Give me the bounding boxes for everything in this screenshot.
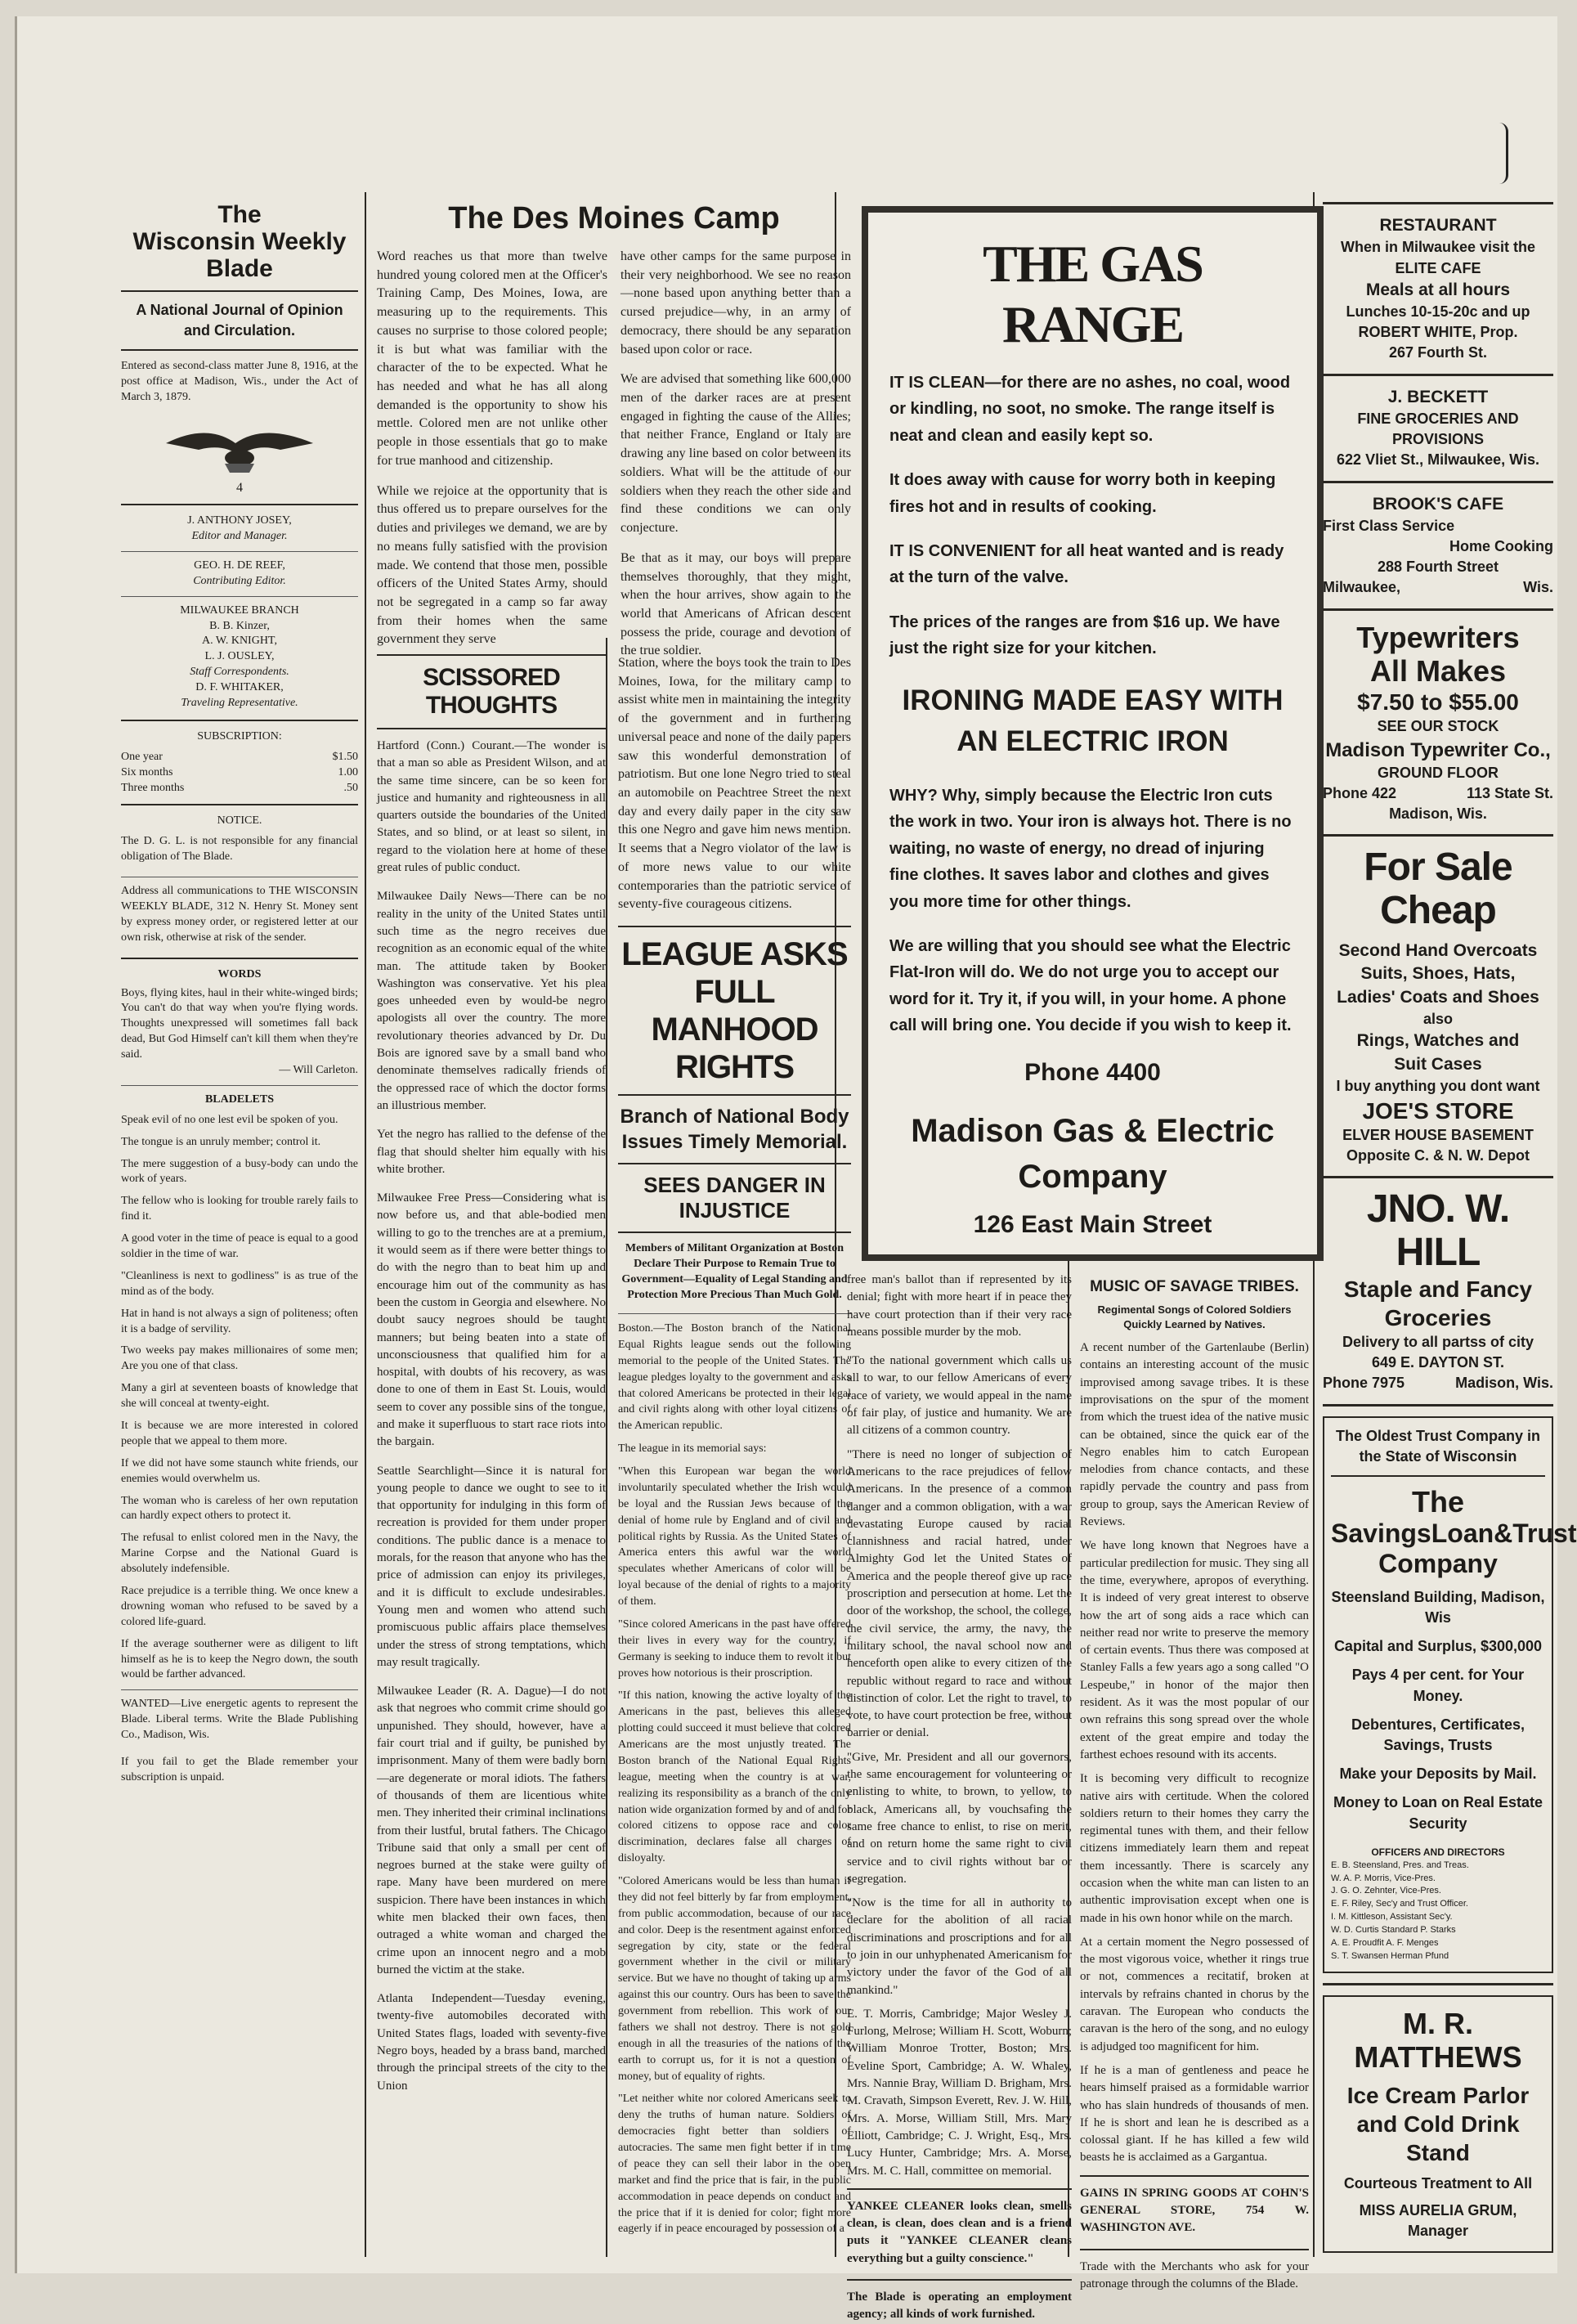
league-paragraph: The league in its memorial says: — [618, 1442, 767, 1456]
bladelet-item: Race prejudice is a terrible thing. We once knew a drowning woman who refused to be saved by a colored life-guard. — [121, 1585, 358, 1628]
gas-range-ad — [862, 206, 1324, 1261]
restaurant-line: Meals at all hours — [1365, 280, 1511, 299]
bank-line: Debentures, Certificates, Savings, Trusts — [1351, 1716, 1525, 1754]
music-paragraph: At a certain moment the Negro possessed of the most vigorous voice, whether it rings true or not, commences a recitatif, broken at intervals by refrains chanted in chorus by the caravan. The European who conducts the caravan is the hero of the song, and no eulogy is adjudged too magnificent for him. — [1080, 1935, 1309, 2053]
wanted-notice: WANTED—Live energetic agents to represent the Blade. Liberal terms. Write the Blade Publishing Co., Madison, Wis. — [121, 1698, 358, 1742]
hill-address: 649 E. DAYTON ST. — [1371, 1354, 1505, 1371]
beckett-name: J. BECKETT — [1387, 387, 1489, 406]
for-sale-line: also — [1422, 1010, 1454, 1027]
yankee-notice: YANKEE CLEANER looks clean, smells clean, is clean, does clean and is a friend puts it "YANKEE CLEANER cleans everything but a guilty conscience." — [847, 2199, 1072, 2265]
scissored-item: Hartford (Conn.) Courant.—The wonder is that a man so able as President Wilson, and at the same time sincere, can be so keen for justice and humanity and righteousness in all quarters outside the boundaries of the United States, and so blind, or at least so silent, in regard to the violation here at home of these great rules of public conduct. — [377, 739, 606, 875]
restaurant-line: ROBERT WHITE, Prop. — [1358, 324, 1518, 341]
league-subdeck: Members of Militant Organization at Boston Declare Their Purpose to Remain True to Government—Equality of Legal Standing and Protection More Precious Than Much Gold. — [621, 1242, 848, 1302]
memorial-paragraph: "Give, Mr. President and all our governors, the same encouragement for volunteering or enlisting to white, to brown, to yellow, to black, Americans all, by vouchsafing the same free chance to enlist, to rise on merit, and on return home the same right to civil service and to civil rights without bar or segregation. — [847, 1750, 1072, 1886]
hill-grocery-ad — [1323, 1188, 1553, 1393]
trade-notice: Trade with the Merchants who ask for your patronage through the columns of the Blade. — [1080, 2259, 1309, 2290]
hill-contact: Phone 7975 Madison, Wis. — [1323, 1375, 1553, 1392]
words-poem: Boys, flying kites, haul in their white-winged birds; You can't do that way when you're flying words. Thoughts unexpressed will sometimes fall back dead, But God Himself can't kill them when they're said. — [121, 986, 358, 1061]
branch-role: Staff Correspondents. — [190, 666, 289, 679]
subscription-row: One year $1.50 — [121, 750, 358, 763]
league-column — [618, 654, 851, 2273]
bladelet-item: Many a girl at seventeen boasts of knowledge that she will conceal at twenty-eight. — [121, 1382, 358, 1411]
bladelet-item: If the average southerner were as diligent to lift himself as he is to keep the Negro down, the south would be farther advanced. — [121, 1637, 358, 1681]
beckett-line: FINE GROCERIES AND PROVISIONS — [1357, 410, 1519, 448]
league-deck-2: SEES DANGER IN INJUSTICE — [643, 1173, 826, 1223]
gains-notice: GAINS IN SPRING GOODS AT COHN'S GENERAL STORE, 754 W. WASHINGTON AVE. — [1080, 2186, 1309, 2235]
for-sale-line: Suits, Shoes, Hats, — [1360, 964, 1516, 984]
memorial-paragraph: free man's ballot than if represented by its denial; fight with more heart if in peace they have court protection than if their very race means possible murder by the mob. — [847, 1273, 1072, 1339]
gas-ad-company: Madison Gas & Electric Company — [911, 1112, 1275, 1195]
league-paragraph: "When this European war began the world involuntarily speculated whether the Irish would be loyal and the Russian Jews because of the denial of home rule by England and of civil and political rights by Russia. As the United States of America enters this awful war the world speculates whether Americans of color will be loyal because of the denial of rights to a majority of them. — [618, 1465, 851, 1608]
bladelet-item: The woman who is careless of her own reputation can hardly expect others to protect it. — [121, 1494, 358, 1523]
typewriter-city: Madison, Wis. — [1389, 805, 1487, 823]
eagle-emblem-icon — [158, 419, 321, 476]
matthews-line: Ice Cream Parlor — [1346, 2082, 1530, 2108]
masthead-title: Wisconsin Weekly Blade — [132, 228, 347, 282]
typewriter-contact: Phone 422 113 State St. — [1323, 784, 1553, 801]
bladelet-item: The refusal to enlist colored men in the Navy, the Marine Corpse and the National Guard is absolutely indefensible. — [121, 1532, 358, 1576]
remember-notice: If you fail to get the Blade remember your subscription is unpaid. — [121, 1756, 358, 1783]
music-body — [1080, 1339, 1309, 2167]
bank-line: Capital and Surplus, $300,000 — [1333, 1638, 1543, 1655]
editor-name: J. ANTHONY JOSEY, — [187, 514, 292, 527]
bank-name: SavingsLoan&Trust Company — [1331, 1519, 1577, 1579]
matthews-line: Courteous Treatment to All — [1343, 2174, 1533, 2192]
column-rule — [606, 638, 607, 2257]
memorial-paragraph: "Now is the time for all in authority to declare for the abolition of all racial discriminations and proscriptions and for all to join in our unhyphenated Americanism for victory under the favor of the God of all mankind." — [847, 1896, 1072, 1997]
matthews-name: M. R. MATTHEWS — [1354, 2007, 1522, 2075]
bladelet-item: "Cleanliness is next to godliness" is as true of the mind as of the body. — [121, 1269, 358, 1298]
camp-paragraph: have other camps for the same purpose in their very neighborhood. We see no reason—none based upon anything better than a cursed prejudice—why, in an army of democracy, there should be any separation based upon color or race. — [620, 249, 851, 357]
music-paragraph: It is becoming very difficult to recognize native airs with certitude. When the colored soldiers return to their homes they carry the regimental tunes with them, and their fellow citizens immediately learn them and repeat them incessantly. There is scarcely any occasion when the white man can listen to an authentic improvisation except when one is made in his own honor while on the march. — [1080, 1772, 1309, 1925]
restaurant-line: Lunches 10-15-20c and up — [1346, 303, 1530, 321]
typewriter-company: Madison Typewriter Co., — [1325, 738, 1551, 761]
brooks-line: First Class Service — [1323, 517, 1455, 534]
masthead-column — [121, 196, 358, 1797]
restaurant-title: RESTAURANT — [1379, 216, 1497, 235]
beckett-address: 622 Vliet St., Milwaukee, Wis. — [1337, 451, 1539, 469]
scissored-items — [377, 738, 606, 2095]
bank-line: Money to Loan on Real Estate Security — [1333, 1794, 1543, 1832]
bladelet-item: It is because we are more interested in colored people that we appeal to them more. — [121, 1420, 358, 1447]
bank-the: The — [1411, 1484, 1464, 1519]
memorial-list — [847, 1353, 1072, 2180]
scissored-item: Milwaukee Leader (R. A. Dague)—I do not ask that negroes who commit crime should go unpunished. They should, however, have a fair court trial and if guilty, be punished by imprisonment. Many of them were badly born—are degenerate or moral idiots. The fathers of thousands of them are licentious white men. They inherited their criminal inclinations from their lustful, brutal fathers. The Chicago Tribune said that only a small per cent of negroes burned at the stake were guilty of rape. Many have been murdered on mere suspicion. There have been instances in which white men blacked their own faces, then outraged a white woman and charged the crime upon an innocent negro and a mob burned the victim at the stake. — [377, 1685, 606, 1976]
officer-line: J. G. O. Zehnter, Vice-Pres. — [1331, 1886, 1441, 1896]
page-curl-mark — [1499, 123, 1508, 184]
officers-list — [1331, 1860, 1545, 1964]
gas-ad-paragraph: We are willing that you should see what the Electric Flat-Iron will do. We do not urge you to accept our word for it. Try it, if you will, in your home. A phone call will bring one. You decide if you wish to keep it. — [889, 936, 1292, 1035]
restaurant-line: 267 Fourth St. — [1388, 344, 1487, 361]
league-paragraph: "If this nation, knowing the active loyalty of the Americans in the past, believes this alleged plotting could succeed it must believe that colored Americans are the most unjustly treated. The Boston branch of the National Equal Rights league, meeting when the country is at war, realizing its responsibility as a branch of the only nation wide organization formed by and of and for colored citizens to oppose race and color discrimination, declares false all charges of disloyalty. — [618, 1689, 851, 1865]
league-paragraph: "Since colored Americans in the past have offered their lives in every way for the country, if Germany is seeking to induce them to revolt it but proves how notorious is their proscription. — [618, 1617, 851, 1680]
scissored-headline: SCISSORED THOUGHTS — [423, 664, 560, 719]
for-sale-line: Ladies' Coats and Shoes — [1337, 987, 1539, 1007]
typewriter-title-2: All Makes — [1369, 654, 1507, 689]
bladelet-item: If we did not have some staunch white friends, our enemies would overwhelm us. — [121, 1456, 358, 1485]
employment-notice: The Blade is operating an employment agency; all kinds of work furnished. — [847, 2290, 1072, 2322]
hill-line: Groceries — [1384, 1305, 1492, 1330]
masthead-the: The — [217, 201, 262, 228]
entry-notice: Entered as second-class matter June 8, 1916, at the post office at Madison, Wis., under the Act of March 3, 1879. — [121, 360, 358, 404]
gas-ad-address: 126 East Main Street — [973, 1210, 1212, 1238]
for-sale-line: Opposite C. & N. W. Depot — [1346, 1147, 1530, 1164]
gas-ad-phone: Phone 4400 — [1024, 1058, 1161, 1086]
subscription-title: SUBSCRIPTION: — [197, 729, 282, 743]
typewriter-line: GROUND FLOOR — [1378, 764, 1499, 781]
for-sale-line: Second Hand Overcoats — [1338, 940, 1538, 960]
camp-paragraph: Be that as it may, our boys will prepare themselves thoroughly, that they might, when the hour arrives, show again to the world that Americans of African descent possess the pride, courage and devotion of the true soldier. — [620, 550, 851, 658]
gas-ad-paragraph: It does away with cause for worry both in keeping fires hot and in results of cooking. — [889, 471, 1276, 516]
for-sale-line: ELVER HOUSE BASEMENT — [1342, 1127, 1534, 1144]
bladelet-item: A good voter in the time of peace is equal to a good soldier in the time of war. — [121, 1232, 358, 1260]
scissored-item: Atlanta Independent—Tuesday evening, twenty-five automobiles decorated with United States flags, loaded with seventy-five Negro boys, headed by a brass band, marched through the principal streets of the city to the Union — [377, 1992, 606, 2093]
brooks-address: 288 Fourth Street — [1377, 559, 1499, 576]
branch-name: B. B. Kinzer, — [209, 619, 270, 632]
gas-ad-title: THE GAS RANGE — [983, 235, 1203, 353]
scissored-item: Milwaukee Free Press—Considering what is now before us, and that able-bodied men willing to go to the trenches are at a premium, it would seem as if there were better things to do with the negro than to beat him up and encourage him out of the community as has been the custom in Georgia and elsewhere. No doubt saucy negroes should be taught manners; but being beaten into a state of unconsciousness that qualified him for a hospital, with doubts of his recovery, as was done to one of them in East St. Louis, would seem to cover any possible sins of the tongue, and make it superfluous to start race riots into the bargain. — [377, 1191, 606, 1449]
memorial-continued-column — [847, 1272, 1072, 2322]
music-paragraph: If he is a man of gentleness and peace he hears himself praised as a formidable warrior who has slain hundreds of thousands of men. If he is short and lean he is described as a colossal giant. If he has killed a few wild beasts he is acclaimed as a Gargantua. — [1080, 2063, 1309, 2165]
address-notice: Address all communications to THE WISCONSIN WEEKLY BLADE, 312 N. Henry St. Money sent by express money order, or registered letter at our own risk, otherwise at risk of the sender. — [121, 885, 358, 944]
camp-paragraph: We are advised that something like 600,000 men of the darker races are at present engaged in fighting the cause of the Allies; that neither France, England or Italy are drawing any line based on color between its soldiers. What will be the attitude of our soldiers when they reach the other side and find these conditions we can only conjecture. — [620, 372, 851, 536]
newspaper-page — [15, 16, 1577, 2322]
camp-body — [377, 248, 851, 672]
bank-line: Pays 4 per cent. for Your Money. — [1351, 1667, 1525, 1704]
memorial-paragraph: "There is need no longer of subjection of Americans to the race prejudices of fellow Americans. In the presence of a common danger and a common obligation, with a war devastating Europe caused by racial clannishness and racial hatred, under Almighty God let the United States of America and the people thereof give up race proscription and persecution at home. Let the door of the workshop, the school, the college, the civil service, the army, the navy, the military school, the naval school now and henceforth open alike to every citizen of the republic without regard to race and without distinction of color. Let the right to travel, to vote, to have court protection be free, without barrier or denial. — [847, 1447, 1072, 1740]
for-sale-title: For Sale Cheap — [1364, 846, 1512, 933]
scissored-item: Yet the negro has rallied to the defense of the flag that should shelter him equally with his white brother. — [377, 1128, 606, 1176]
page-number: 4 — [236, 481, 243, 496]
league-headline: LEAGUE ASKS FULL MANHOOD RIGHTS — [621, 936, 848, 1086]
memorial-paragraph: "To the national government which calls us all to war, to our fellow Americans of every race of variety, we would appeal in the name of fair play, of justice and humanity. We are all citizens of a common country. — [847, 1354, 1072, 1438]
league-paragraph: "Colored Americans would be less than human if they did not feel bitterly by far from employment, from public accommodation, because of our race and color. Deep is the resentment against enforced segregation by city, state or the federal government whether in the civil or military service. But we have no thought of taking up arms against this our country. Ours has been to save the government from rebellion. This work of our fathers we shall not destroy. There is not gold enough in all the treasuries of the nations of the earth to corrupt us, for it is not a question of money, but of equality of rights. — [618, 1875, 851, 2083]
tagline: A National Journal of Opinion and Circulation. — [136, 302, 343, 339]
typewriter-ad — [1323, 621, 1553, 825]
words-author: — Will Carleton. — [279, 1063, 358, 1076]
bladelet-item: Hat in hand is not always a sign of politeness; often it is a badge of servility. — [121, 1307, 358, 1335]
restaurant-name: ELITE CAFE — [1395, 259, 1481, 276]
gas-ad-paragraph: IT IS CONVENIENT for all heat wanted and is ready at the turn of the valve. — [889, 541, 1284, 587]
gas-ad-paragraph: WHY? Why, simply because the Electric Iron cuts the work in two. Your iron is always hot. There is no waiting, no waste of energy, no dread of injuring fine clothes. It saves labor and clothes and gives you more time for other things. — [889, 787, 1292, 911]
officer-line: I. M. Kittleson, Assistant Sec'y. — [1331, 1912, 1453, 1922]
hill-name: JNO. W. HILL — [1366, 1187, 1510, 1275]
subscription-row: Three months .50 — [121, 781, 358, 794]
hill-line: Delivery to all partss of city — [1342, 1334, 1534, 1350]
notice-text: The D. G. L. is not responsible for any financial obligation of The Blade. — [121, 835, 358, 864]
branch-name: L. J. OUSLEY, — [204, 650, 275, 663]
league-deck: Branch of National Body Issues Timely Memorial. — [620, 1106, 849, 1154]
bladelets-title: BLADELETS — [204, 1092, 275, 1106]
brooks-cafe-ad — [1323, 493, 1553, 599]
subscription-row: Six months 1.00 — [121, 765, 358, 778]
ads-column — [1323, 192, 1577, 2253]
officer-line: W. D. Curtis Standard P. Starks — [1331, 1925, 1456, 1936]
officer-line: S. T. Swansen Herman Pfund — [1331, 1951, 1449, 1962]
league-paragraph: Boston.—The Boston branch of the National Equal Rights league sends out the following memorial to the people of the United States. The league pledges loyalty to the government and asks that colored Americans be protected in their legal and civil rights along with other loyal citizens of the American republic. — [618, 1322, 851, 1433]
brooks-city: Milwaukee, Wis. — [1323, 579, 1553, 596]
words-title: WORDS — [217, 967, 262, 980]
restaurant-ad — [1323, 214, 1553, 364]
hill-line: Staple and Fancy — [1343, 1276, 1533, 1302]
contrib-name: GEO. H. DE REEF, — [194, 559, 285, 572]
memorial-paragraph: E. T. Morris, Cambridge; Major Wesley J. Furlong, Melrose; William H. Scott, Woburn; William Monroe Trotter, Boston; Mrs. Eveline Sport, Cambridge; A. W. Whaley, Mrs. Nannie Bray, William D. Brigham, Mrs. M. Cravath, Simpson Everett, Rev. J. W. Hill, Mrs. A. Morse, William Still, Mrs. Mary Elliott, Cambridge; C. J. Wright, Esq., Mrs. Lucy Hunter, Cambridge; Mrs. A. Morse, Mrs. M. C. Hall, committee on memorial. — [847, 2007, 1072, 2178]
officers-title: OFFICERS AND DIRECTORS — [1371, 1846, 1505, 1858]
joes-store-name: JOE'S STORE — [1362, 1098, 1514, 1124]
officer-line: A. E. Proudfit A. F. Menges — [1331, 1938, 1439, 1949]
traveler-role: Traveling Representative. — [181, 696, 298, 709]
typewriter-line: SEE OUR STOCK — [1377, 718, 1499, 735]
bladelet-item: The tongue is an unruly member; control it. — [121, 1135, 321, 1148]
brooks-line: Home Cooking — [1449, 538, 1553, 555]
column-rule — [365, 192, 366, 2257]
bank-line: Steensland Building, Madison, Wis — [1331, 1588, 1545, 1626]
beckett-ad — [1323, 386, 1553, 471]
for-sale-line: Suit Cases — [1394, 1054, 1482, 1074]
bladelet-item: Two weeks pay makes millionaires of some men; Are you one of that class. — [121, 1344, 358, 1373]
traveler-name: D. F. WHITAKER, — [195, 681, 284, 694]
restaurant-line: When in Milwaukee visit the — [1340, 239, 1536, 256]
contrib-role: Contributing Editor. — [193, 574, 286, 587]
bank-top: The Oldest Trust Company in the State of Wisconsin — [1335, 1427, 1541, 1465]
gas-ad-paragraph: IT IS CLEAN—for there are no ashes, no coal, wood or kindling, no soot, no smoke. The range itself is neat and clean and easily kept so. — [889, 374, 1291, 445]
matthews-ad — [1323, 1995, 1553, 2253]
bladelet-item: Speak evil of no one lest evil be spoken of you. — [121, 1113, 338, 1126]
station-paragraph: Station, where the boys took the train to Des Moines, Iowa, for the military camp to assist white men in maintaining the integrity of the government and in furthering universal peace and none of the daily papers saw this wonderful demonstration of patriotism. But one lone Negro tried to steal an automobile on Peachtree Street the next day and every daily paper in the city saw this one Negro and gave him news mention. It seems that a Negro violator of the law is of more news value to our white contemporaries than the patriotic service of seventy-five courageous citizens. — [618, 656, 851, 912]
branch-name: A. W. KNIGHT, — [202, 635, 277, 648]
music-paragraph: A recent number of the Gartenlaube (Berlin) contains an interesting account of the music improvised among savage tribes. It is these improvisations on the spur of the moment from which the truest idea of the native music can be obtained, since the quick ear of the Negro enables him to catch European melodies from chance contacts, and these rapidly pervade the country and pass from group to group, says the American Review of Reviews. — [1080, 1341, 1309, 1529]
league-body — [618, 1321, 851, 2237]
camp-paragraph: While we rejoice at the opportunity that is thus offered us to prepare ourselves for the duties and privileges we demand, we are by no means fully satisfied with the provision made. We contend that those men, possible officers of the United States Army, should not be segregated in a camp so far away from their homes when the same government they serve — [377, 483, 607, 647]
iron-headline: IRONING MADE EASY WITH AN ELECTRIC IRON — [902, 684, 1284, 758]
trust-company-ad — [1323, 1416, 1577, 1974]
for-sale-line: I buy anything you dont want — [1336, 1077, 1540, 1094]
music-paragraph: We have long known that Negroes have a particular predilection for music. They sing all the time, everywhere, apropos of everything. It is indeed of very great interest to observe how the art of song aids a race which can neither read nor write to preserve the memory of certain events. Thus there was composed at Stanley Falls a few years ago a song called "O Lespeube," in honor of the major then resident. As it was the most popular of our own refrains this song spread over the whole extent of the great empire and today the farthest echoes resound with its accents. — [1080, 1539, 1309, 1761]
camp-paragraph: Word reaches us that more than twelve hundred young colored men at the Officer's Training Camp, Des Moines, Iowa, are measuring up to the requirements. This causes no surprise to those colored people; it is but what was familiar with the character of the to be expected. What he has needed and what he has all along demanded is the opportunity to show his mettle. Colored men are not unlike other people in those essentials that go to make for true manhood and citizenship. — [377, 249, 607, 468]
bladelets-list — [121, 1113, 358, 1684]
bladelet-item: The fellow who is looking for trouble rarely fails to find it. — [121, 1195, 358, 1223]
branch-title: MILWAUKEE BRANCH — [180, 603, 299, 617]
typewriter-title: Typewriters — [1356, 620, 1520, 654]
matthews-line: and Cold Drink Stand — [1356, 2111, 1520, 2165]
music-headline: MUSIC OF SAVAGE TRIBES. — [1090, 1278, 1299, 1295]
officer-line: W. A. P. Morris, Vice-Pres. — [1331, 1873, 1436, 1883]
officer-line: E. B. Steensland, Pres. and Treas. — [1331, 1860, 1469, 1870]
editorial-section — [377, 196, 851, 672]
for-sale-ad — [1323, 846, 1553, 1166]
for-sale-line: Rings, Watches and — [1356, 1031, 1520, 1051]
typewriter-price: $7.50 to $55.00 — [1357, 689, 1519, 716]
officer-line: E. F. Riley, Sec'y and Trust Officer. — [1331, 1899, 1468, 1909]
league-paragraph: "Let neither white nor colored Americans seek to deny the truths of human nature. Soldiers of democracies fight better than soldiers of autocracies. The same men fight better if in time of peace they can sell their labor in the open market and find the price that is fair, in the public accommodation in peace depends on conduct and the price that if it is denied for color; fight more eagerly if in peace encouraged by possession of a — [618, 2093, 851, 2236]
music-column — [1080, 1272, 1309, 2290]
gas-ad-paragraph: The prices of the ranges are from $16 up. We have just the right size for your kitchen. — [889, 612, 1280, 658]
scissored-item: Milwaukee Daily News—There can be no reality in the unity of the United States until such time as the negro receives due recognition as an economic equal of the white man. The attitude taken by Booker Washington was conservative. Yet his plea goes unheeded even by would-be negro apologists all over the country. The more revolutionary theories advanced by Dr. Du Bois are ignored save by a small band who denominate themselves radically friends of the oppressed race of which the doctor forms an illustrious member. — [377, 890, 606, 1112]
scissored-column — [377, 646, 606, 2273]
matthews-manager: MISS AURELIA GRUM, Manager — [1359, 2202, 1517, 2240]
notice-title: NOTICE. — [217, 814, 262, 828]
music-deck: Regimental Songs of Colored Soldiers Quickly Learned by Natives. — [1097, 1303, 1292, 1330]
editor-role: Editor and Manager. — [191, 529, 288, 542]
bladelet-item: The mere suggestion of a busy-body can undo the work of years. — [121, 1157, 358, 1186]
brooks-name: BROOK'S CAFE — [1372, 494, 1504, 514]
bank-line: Make your Deposits by Mail. — [1339, 1765, 1537, 1783]
camp-headline: The Des Moines Camp — [448, 201, 780, 236]
scissored-item: Seattle Searchlight—Since it is natural for young people to dance we ought to see to it that opportunity for indulging in this form of recreation is provided for them under proper conditions. The public dance is a menace to morals, for the reason that anyone who has the price of admission can enjoy its privileges, and it is difficult to exclude undesirables. Young men and women who attend such promiscuous public affairs place themselves under the stress of strong temptations, which may result tragically. — [377, 1464, 606, 1669]
